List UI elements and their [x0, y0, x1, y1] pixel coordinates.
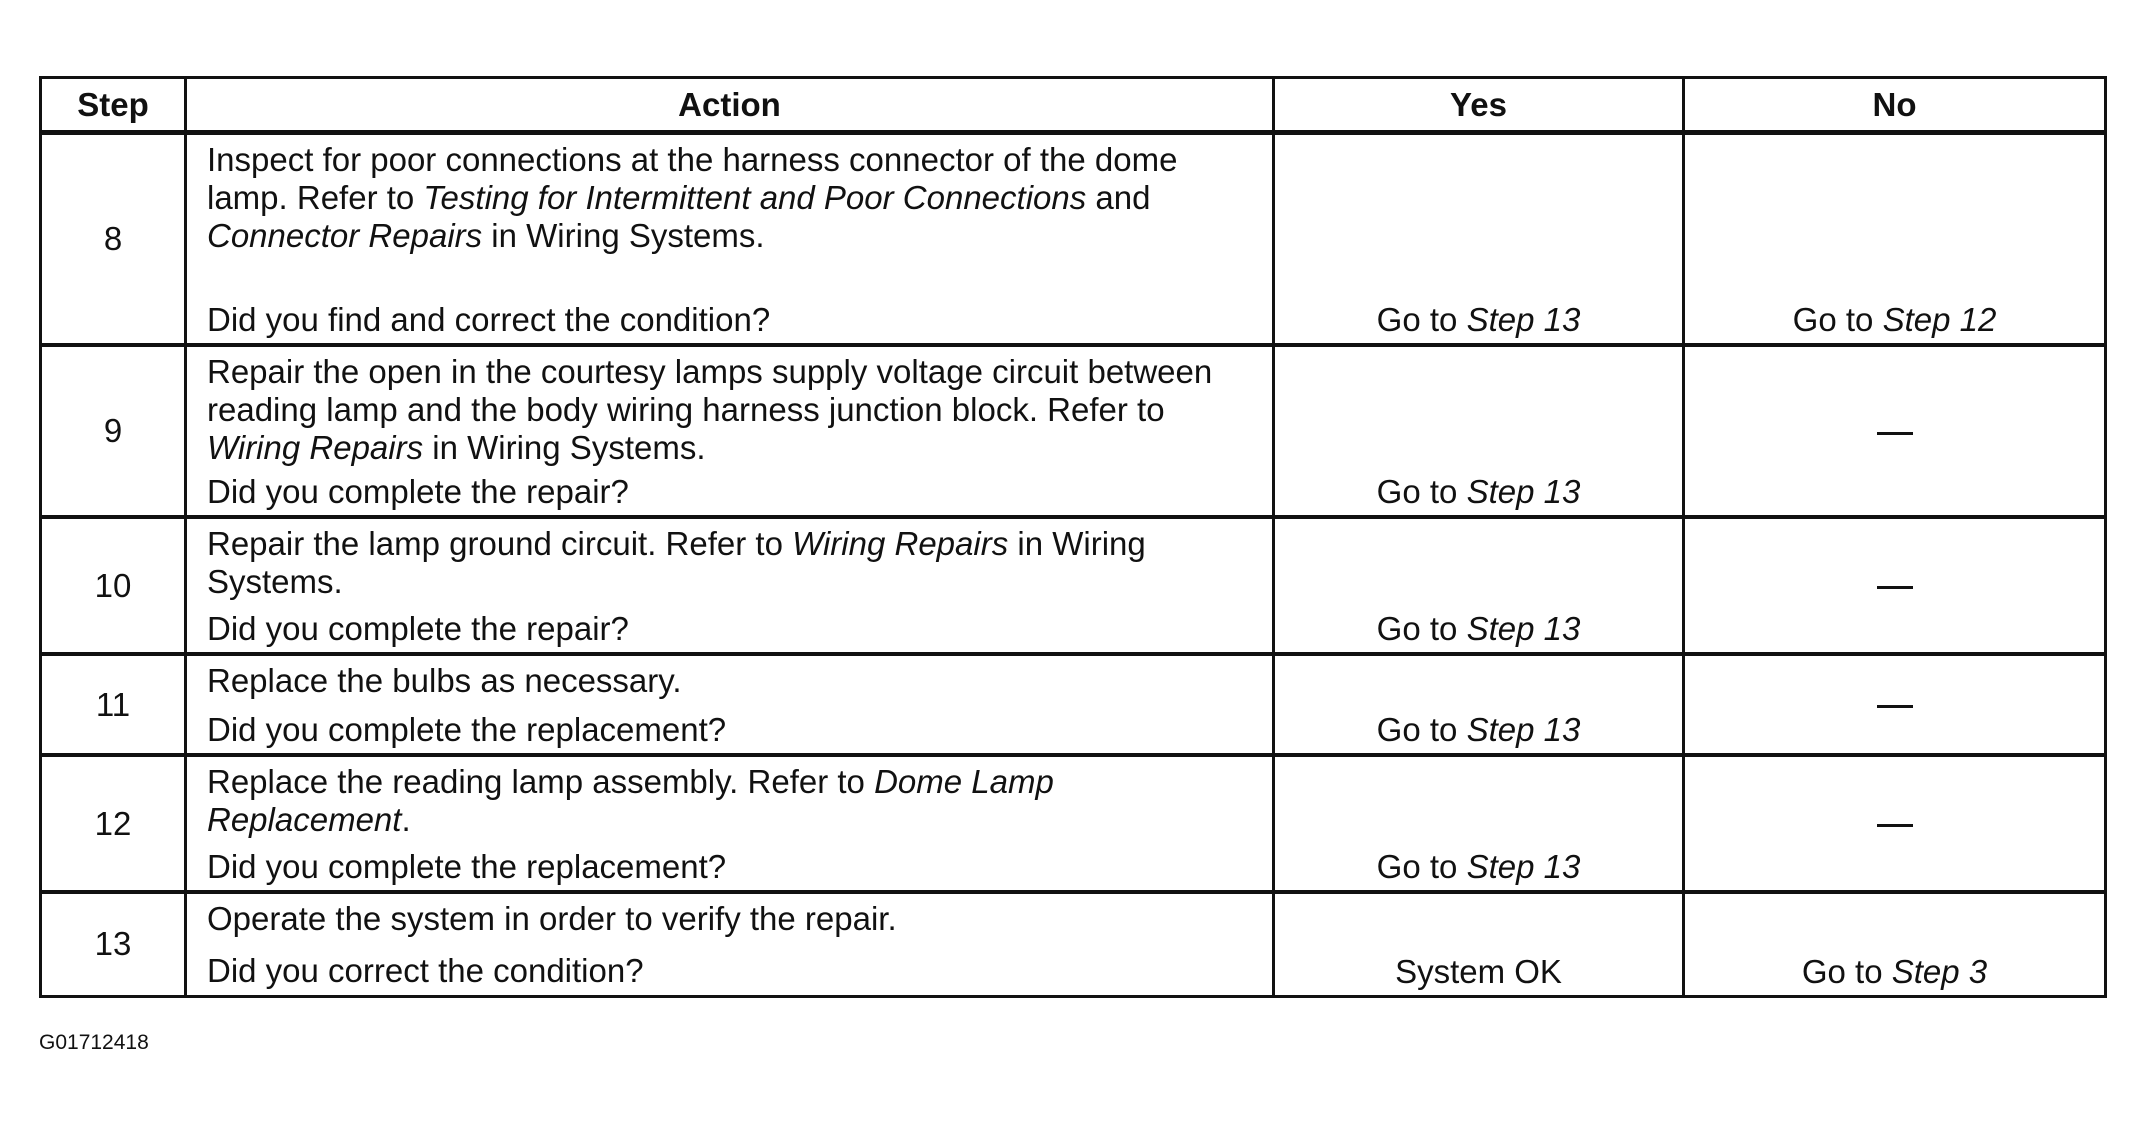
yes-prefix: Go to — [1376, 301, 1467, 338]
action-question: Did you complete the repair? — [207, 610, 629, 647]
no-prefix: Go to — [1801, 952, 1892, 990]
no-result — [1684, 517, 2106, 654]
em-dash — [1877, 824, 1913, 827]
action-content — [207, 353, 1258, 511]
yes-step-ref: Step 13 — [1466, 473, 1581, 510]
description-text: and — [1086, 179, 1151, 216]
description-text: Inspect for poor connections at the harness connector of the dome lamp. Refer to — [207, 141, 1178, 216]
action-description — [207, 141, 1258, 255]
no-step-ref: Step 3 — [1891, 952, 1988, 990]
action-content — [207, 900, 1258, 990]
action-cell — [186, 133, 1274, 346]
table-row — [41, 654, 2106, 755]
action-question: Did you complete the repair? — [207, 473, 629, 510]
yes-step-ref: Step 13 — [1466, 610, 1581, 647]
step-number: 9 — [41, 345, 186, 517]
step-number: 11 — [41, 654, 186, 755]
action-question: Did you complete the replacement? — [207, 848, 727, 885]
header-no: No — [1684, 78, 2106, 133]
no-result — [1684, 133, 2106, 346]
table-row — [41, 133, 2106, 346]
yes-result — [1274, 654, 1684, 755]
table-row — [41, 517, 2106, 654]
reference-link-text: Wiring Repairs — [792, 525, 1009, 562]
yes-prefix: Go to — [1376, 848, 1467, 885]
reference-link-text: Dome Lamp Replacement — [207, 763, 1054, 838]
action-cell — [186, 517, 1274, 654]
action-cell — [186, 345, 1274, 517]
action-question: Did you complete the replacement? — [207, 711, 727, 748]
yes-result — [1274, 133, 1684, 346]
description-text: in Wiring Systems. — [482, 217, 765, 254]
reference-link-text: Connector Repairs — [207, 217, 483, 254]
action-cell — [186, 892, 1274, 996]
yes-result — [1274, 345, 1684, 517]
action-cell — [186, 654, 1274, 755]
no-result — [1684, 345, 2106, 517]
yes-prefix: Go to — [1376, 610, 1467, 647]
yes-result — [1274, 755, 1684, 892]
table-header — [41, 78, 2106, 133]
yes-prefix: Go to — [1376, 711, 1467, 748]
description-text: Repair the open in the courtesy lamps supply voltage circuit between reading lamp and the body wiring harness junction block. Refer to — [207, 353, 1213, 428]
yes-step-ref: Step 13 — [1466, 711, 1581, 748]
em-dash — [1877, 586, 1913, 589]
no-result — [1684, 755, 2106, 892]
header-yes: Yes — [1274, 78, 1684, 133]
step-number: 10 — [41, 517, 186, 654]
description-text: in Wiring Systems. — [207, 525, 1146, 600]
step-number: 13 — [41, 892, 186, 996]
action-description — [207, 763, 1258, 839]
action-content — [207, 763, 1258, 886]
action-description — [207, 353, 1258, 467]
table-row — [41, 345, 2106, 517]
description-text: Operate the system in order to verify the repair. — [207, 900, 897, 937]
table-row — [41, 755, 2106, 892]
yes-prefix: System OK — [1395, 952, 1562, 990]
description-text: Replace the bulbs as necessary. — [207, 662, 682, 699]
yes-result — [1274, 892, 1684, 996]
action-description — [207, 900, 1258, 938]
no-step-ref: Step 12 — [1882, 301, 1997, 338]
action-content — [207, 141, 1258, 339]
description-text: . — [401, 801, 411, 838]
header-step: Step — [41, 78, 186, 133]
no-result — [1684, 654, 2106, 755]
step-number: 12 — [41, 755, 186, 892]
no-prefix: Go to — [1792, 301, 1883, 338]
action-description — [207, 662, 1258, 700]
no-result — [1684, 892, 2106, 996]
yes-step-ref: Step 13 — [1466, 848, 1581, 885]
action-cell — [186, 755, 1274, 892]
em-dash — [1877, 705, 1913, 708]
yes-prefix: Go to — [1376, 473, 1467, 510]
description-text: Replace the reading lamp assembly. Refer to — [207, 763, 875, 800]
header-action: Action — [186, 78, 1274, 133]
figure-id: G01712418 — [39, 1031, 149, 1054]
em-dash — [1877, 432, 1913, 435]
header-row — [41, 78, 2106, 133]
diagnostic-table — [39, 76, 2107, 998]
description-text: Repair the lamp ground circuit. Refer to — [207, 525, 793, 562]
action-description — [207, 525, 1258, 601]
yes-result — [1274, 517, 1684, 654]
yes-step-ref: Step 13 — [1466, 301, 1581, 338]
step-number: 8 — [41, 133, 186, 346]
action-question: Did you correct the condition? — [207, 952, 644, 989]
action-question: Did you find and correct the condition? — [207, 301, 771, 338]
reference-link-text: Wiring Repairs — [207, 429, 424, 466]
description-text: in Wiring Systems. — [423, 429, 706, 466]
reference-link-text: Testing for Intermittent and Poor Connections — [423, 179, 1087, 216]
table-body — [41, 133, 2106, 997]
action-content — [207, 525, 1258, 648]
action-content — [207, 662, 1258, 749]
table-row — [41, 892, 2106, 996]
